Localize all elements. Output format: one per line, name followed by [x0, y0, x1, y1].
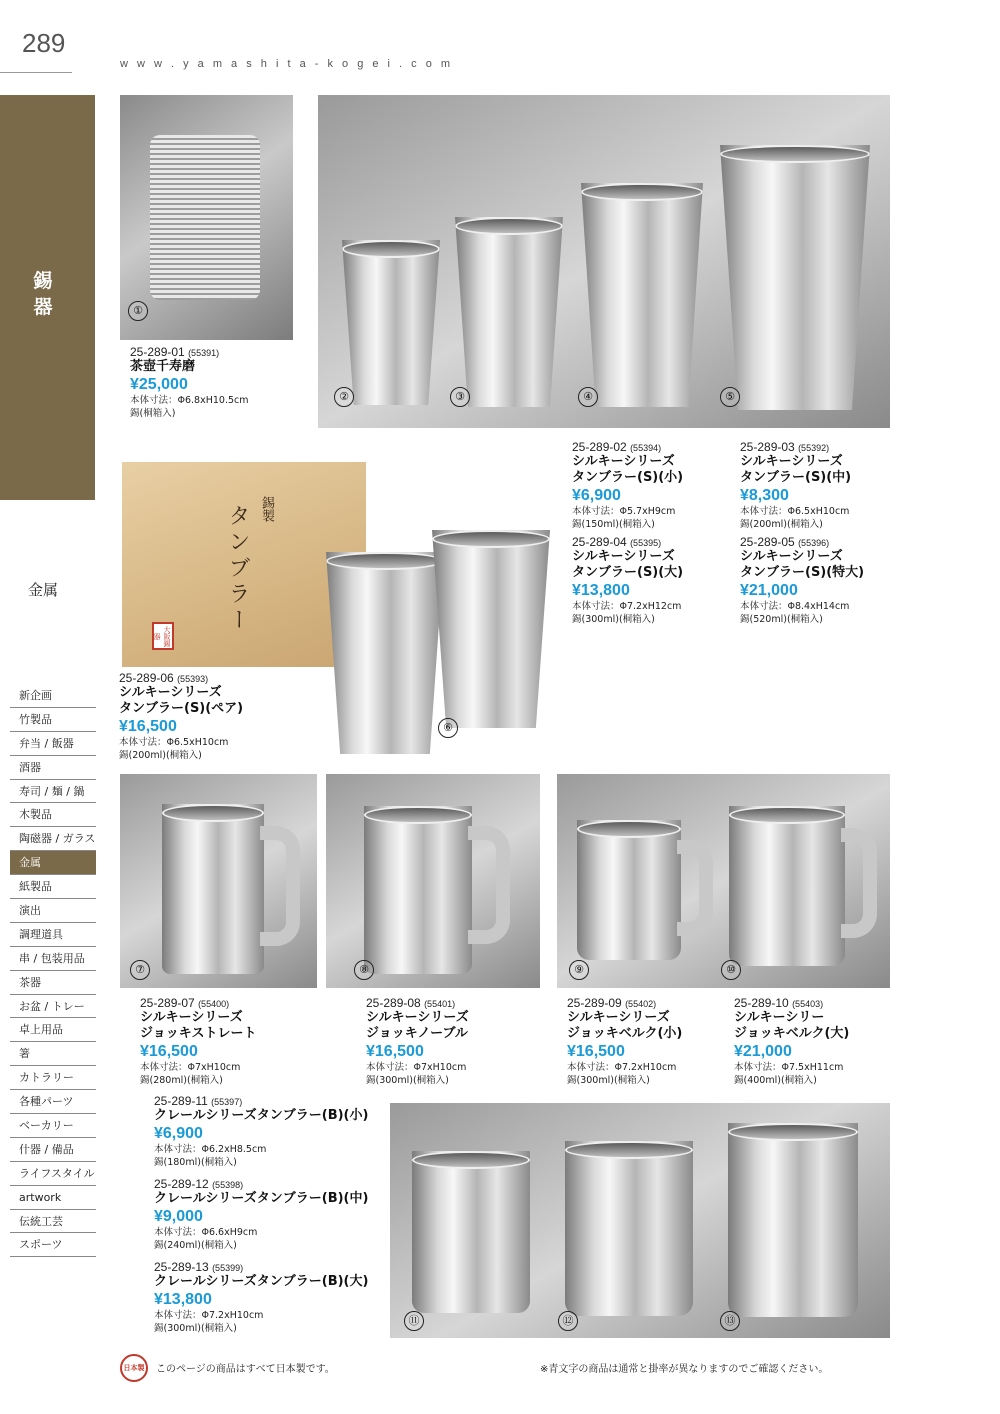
nav-item-17[interactable]: 各種パーツ [10, 1090, 96, 1114]
product-code: 25-289-03 (55392) [740, 440, 830, 454]
product-price: ¥16,500 [567, 1043, 625, 1060]
clair-tumbler-small-image [412, 1151, 530, 1313]
product-code: 25-289-10 (55403) [734, 996, 824, 1010]
product-name-line2: ジョッキノーブル [366, 1026, 468, 1041]
product-09 [567, 996, 682, 1087]
product-code: 25-289-07 (55400) [140, 996, 230, 1010]
product-size: 本体寸法：Φ5.7xH9cm [572, 506, 676, 517]
nav-item-6[interactable]: 陶磁器 / ガラス [10, 827, 96, 851]
product-size: 本体寸法：Φ7.2xH10cm [154, 1310, 264, 1321]
product-name-line2: ジョッキベルク(小) [567, 1026, 683, 1041]
product-material: 錫(180ml)(桐箱入) [154, 1157, 237, 1168]
footer-note-japan: このページの商品はすべて日本製です。 [156, 1364, 335, 1375]
number-mark-8: ⑧ [354, 960, 374, 980]
nav-item-12[interactable]: 茶器 [10, 971, 96, 995]
product-material: 錫(240ml)(桐箱入) [154, 1240, 237, 1251]
photo-products-09-10 [557, 774, 890, 988]
product-03 [740, 440, 851, 531]
product-size: 本体寸法：Φ8.4xH14cm [740, 601, 850, 612]
product-size: 本体寸法：Φ6.2xH8.5cm [154, 1144, 267, 1155]
nav-item-0[interactable]: 新企画 [10, 684, 96, 708]
nav-item-16[interactable]: カトラリー [10, 1066, 96, 1090]
product-name-line2: ジョッキベルク(大) [734, 1026, 850, 1041]
nav-item-3[interactable]: 酒器 [10, 756, 96, 780]
product-code: 25-289-11 (55397) [154, 1094, 243, 1108]
product-name-line1: シルキーシリーズ [740, 549, 843, 564]
product-name-line2: タンブラー(S)(ペア) [119, 701, 244, 716]
nav-item-1[interactable]: 竹製品 [10, 708, 96, 732]
tea-canister-image [150, 135, 260, 300]
product-size: 本体寸法：Φ6.5xH10cm [119, 737, 229, 748]
nav-item-23[interactable]: スポーツ [10, 1233, 96, 1257]
number-mark-12: ⑫ [558, 1311, 578, 1331]
number-mark-4: ④ [578, 387, 598, 407]
photo-products-11-13 [390, 1103, 890, 1338]
number-mark-5: ⑤ [720, 387, 740, 407]
product-material: 錫(桐箱入) [130, 408, 176, 419]
mug-handle-image [260, 826, 300, 946]
product-material: 錫(300ml)(桐箱入) [567, 1075, 650, 1086]
subcategory-label: 金属 [28, 581, 59, 599]
product-price: ¥21,000 [734, 1043, 792, 1060]
product-material: 錫(200ml)(桐箱入) [740, 519, 823, 530]
product-name-line1: シルキーシリーズ [740, 454, 843, 469]
number-mark-2: ② [334, 387, 354, 407]
box-subtitle: タンブラー [225, 504, 250, 634]
box-title: 錫製 [259, 496, 274, 522]
product-price: ¥16,500 [119, 718, 177, 735]
nav-item-19[interactable]: 什器 / 備品 [10, 1138, 96, 1162]
nav-item-20[interactable]: ライフスタイル [10, 1162, 96, 1186]
product-name-line1: シルキーシリーズ [140, 1010, 243, 1025]
product-material: 錫(280ml)(桐箱入) [140, 1075, 223, 1086]
product-price: ¥16,500 [366, 1043, 424, 1060]
product-04 [572, 535, 683, 626]
category-tab-label: 錫器 [33, 270, 53, 318]
product-material: 錫(150ml)(桐箱入) [572, 519, 655, 530]
number-mark-3: ③ [450, 387, 470, 407]
product-code: 25-289-06 (55393) [119, 671, 209, 685]
nav-item-15[interactable]: 箸 [10, 1042, 96, 1066]
product-price: ¥6,900 [572, 487, 621, 504]
tumbler-xlarge-image [720, 145, 870, 410]
product-name-line2: タンブラー(S)(特大) [740, 565, 865, 580]
photo-products-02-05 [318, 95, 890, 428]
product-name-line1: シルキーシリーズ [119, 685, 222, 700]
mug-noble-image [364, 806, 472, 974]
product-material: 錫(400ml)(桐箱入) [734, 1075, 817, 1086]
nav-item-22[interactable]: 伝統工芸 [10, 1210, 96, 1234]
nav-item-4[interactable]: 寿司 / 麺 / 鍋 [10, 780, 96, 804]
product-price: ¥13,800 [572, 582, 630, 599]
product-price: ¥13,800 [154, 1291, 212, 1308]
mug-handle-image [677, 840, 713, 936]
category-nav [10, 684, 96, 1257]
number-mark-13: ⑬ [720, 1311, 740, 1331]
mug-berg-small-image [577, 820, 681, 960]
product-name: 茶壺千寿磨 [130, 359, 196, 374]
product-material: 錫(520ml)(桐箱入) [740, 614, 823, 625]
product-name-line1: シルキーシリーズ [567, 1010, 670, 1025]
product-05 [740, 535, 864, 626]
product-07 [140, 996, 256, 1087]
product-code: 25-289-09 (55402) [567, 996, 657, 1010]
pair-tumbler-front-image [326, 552, 444, 754]
nav-item-21[interactable]: artwork [10, 1186, 96, 1210]
product-price: ¥21,000 [740, 582, 798, 599]
product-name-line2: タンブラー(S)(大) [572, 565, 684, 580]
product-material: 錫(300ml)(桐箱入) [154, 1323, 237, 1334]
box-seal: 大阪錫器 [152, 622, 174, 650]
clair-tumbler-medium-image [565, 1141, 693, 1316]
product-name-line2: タンブラー(S)(小) [572, 470, 684, 485]
nav-item-2[interactable]: 弁当 / 飯器 [10, 732, 96, 756]
product-price: ¥8,300 [740, 487, 789, 504]
nav-item-10[interactable]: 調理道具 [10, 923, 96, 947]
product-code: 25-289-01 (55391) [130, 345, 220, 359]
product-size: 本体寸法：Φ7xH10cm [140, 1062, 241, 1073]
number-mark-9: ⑨ [569, 960, 589, 980]
product-02 [572, 440, 683, 531]
product-size: 本体寸法：Φ7xH10cm [366, 1062, 467, 1073]
nav-item-13[interactable]: お盆 / トレー [10, 995, 96, 1019]
nav-item-7[interactable]: 金属 [10, 851, 96, 875]
product-code: 25-289-05 (55396) [740, 535, 830, 549]
product-name: クレールシリーズタンブラー(B)(大) [154, 1274, 369, 1289]
product-name-line1: シルキーシリーズ [572, 454, 675, 469]
number-mark-1: ① [128, 301, 148, 321]
number-mark-11: ⑪ [404, 1311, 424, 1331]
product-13 [154, 1260, 368, 1335]
nav-item-14[interactable]: 卓上用品 [10, 1018, 96, 1042]
product-name: クレールシリーズタンブラー(B)(小) [154, 1108, 369, 1123]
tumbler-small-image [342, 240, 440, 405]
mug-handle-image [841, 828, 877, 938]
product-size: 本体寸法：Φ7.5xH11cm [734, 1062, 844, 1073]
pair-tumbler-back-image [432, 530, 550, 728]
product-size: 本体寸法：Φ6.6xH9cm [154, 1227, 258, 1238]
product-11 [154, 1094, 368, 1169]
product-material: 錫(300ml)(桐箱入) [572, 614, 655, 625]
clair-tumbler-large-image [728, 1123, 858, 1317]
product-08 [366, 996, 469, 1087]
product-size: 本体寸法：Φ7.2xH12cm [572, 601, 682, 612]
footer-note-rate: ※青文字の商品は通常と掛率が異なりますのでご確認ください。 [540, 1364, 829, 1375]
product-12 [154, 1177, 368, 1252]
tumbler-medium-image [455, 217, 563, 407]
mug-straight-image [162, 804, 264, 974]
product-code: 25-289-04 (55395) [572, 535, 662, 549]
product-name-line1: シルキーシリーズ [366, 1010, 469, 1025]
product-price: ¥16,500 [140, 1043, 198, 1060]
page-number-rule [0, 72, 72, 73]
made-in-japan-badge: 日本製 [120, 1354, 148, 1382]
product-code: 25-289-08 (55401) [366, 996, 456, 1010]
product-material: 錫(200ml)(桐箱入) [119, 750, 202, 761]
photo-product-08 [326, 774, 540, 988]
product-name-line1: シルキーシリー [734, 1010, 825, 1025]
nav-item-9[interactable]: 演出 [10, 899, 96, 923]
product-price: ¥25,000 [130, 376, 188, 393]
number-mark-10: ⑩ [721, 960, 741, 980]
nav-item-18[interactable]: ベーカリー [10, 1114, 96, 1138]
photo-product-01 [120, 95, 293, 340]
product-size: 本体寸法：Φ6.5xH10cm [740, 506, 850, 517]
nav-item-8[interactable]: 紙製品 [10, 875, 96, 899]
product-price: ¥9,000 [154, 1208, 203, 1225]
product-code: 25-289-13 (55399) [154, 1260, 244, 1274]
product-01 [130, 345, 248, 420]
mug-handle-image [468, 826, 510, 944]
product-name-line2: タンブラー(S)(中) [740, 470, 852, 485]
photo-product-07 [120, 774, 317, 988]
product-code: 25-289-12 (55398) [154, 1177, 244, 1191]
product-price: ¥6,900 [154, 1125, 203, 1142]
product-size: 本体寸法：Φ7.2xH10cm [567, 1062, 677, 1073]
nav-item-11[interactable]: 串 / 包装用品 [10, 947, 96, 971]
product-material: 錫(300ml)(桐箱入) [366, 1075, 449, 1086]
product-code: 25-289-02 (55394) [572, 440, 662, 454]
number-mark-6: ⑥ [438, 718, 458, 738]
number-mark-7: ⑦ [130, 960, 150, 980]
page-number: 289 [22, 28, 66, 58]
product-size: 本体寸法：Φ6.8xH10.5cm [130, 395, 249, 406]
tumbler-large-image [581, 183, 703, 407]
product-name-line1: シルキーシリーズ [572, 549, 675, 564]
product-name: クレールシリーズタンブラー(B)(中) [154, 1191, 369, 1206]
product-10 [734, 996, 849, 1087]
site-url[interactable]: w w w . y a m a s h i t a - k o g e i . c o m [120, 58, 454, 70]
mug-berg-large-image [729, 806, 845, 966]
product-name-line2: ジョッキストレート [140, 1026, 257, 1041]
product-06 [119, 671, 243, 762]
nav-item-5[interactable]: 木製品 [10, 803, 96, 827]
